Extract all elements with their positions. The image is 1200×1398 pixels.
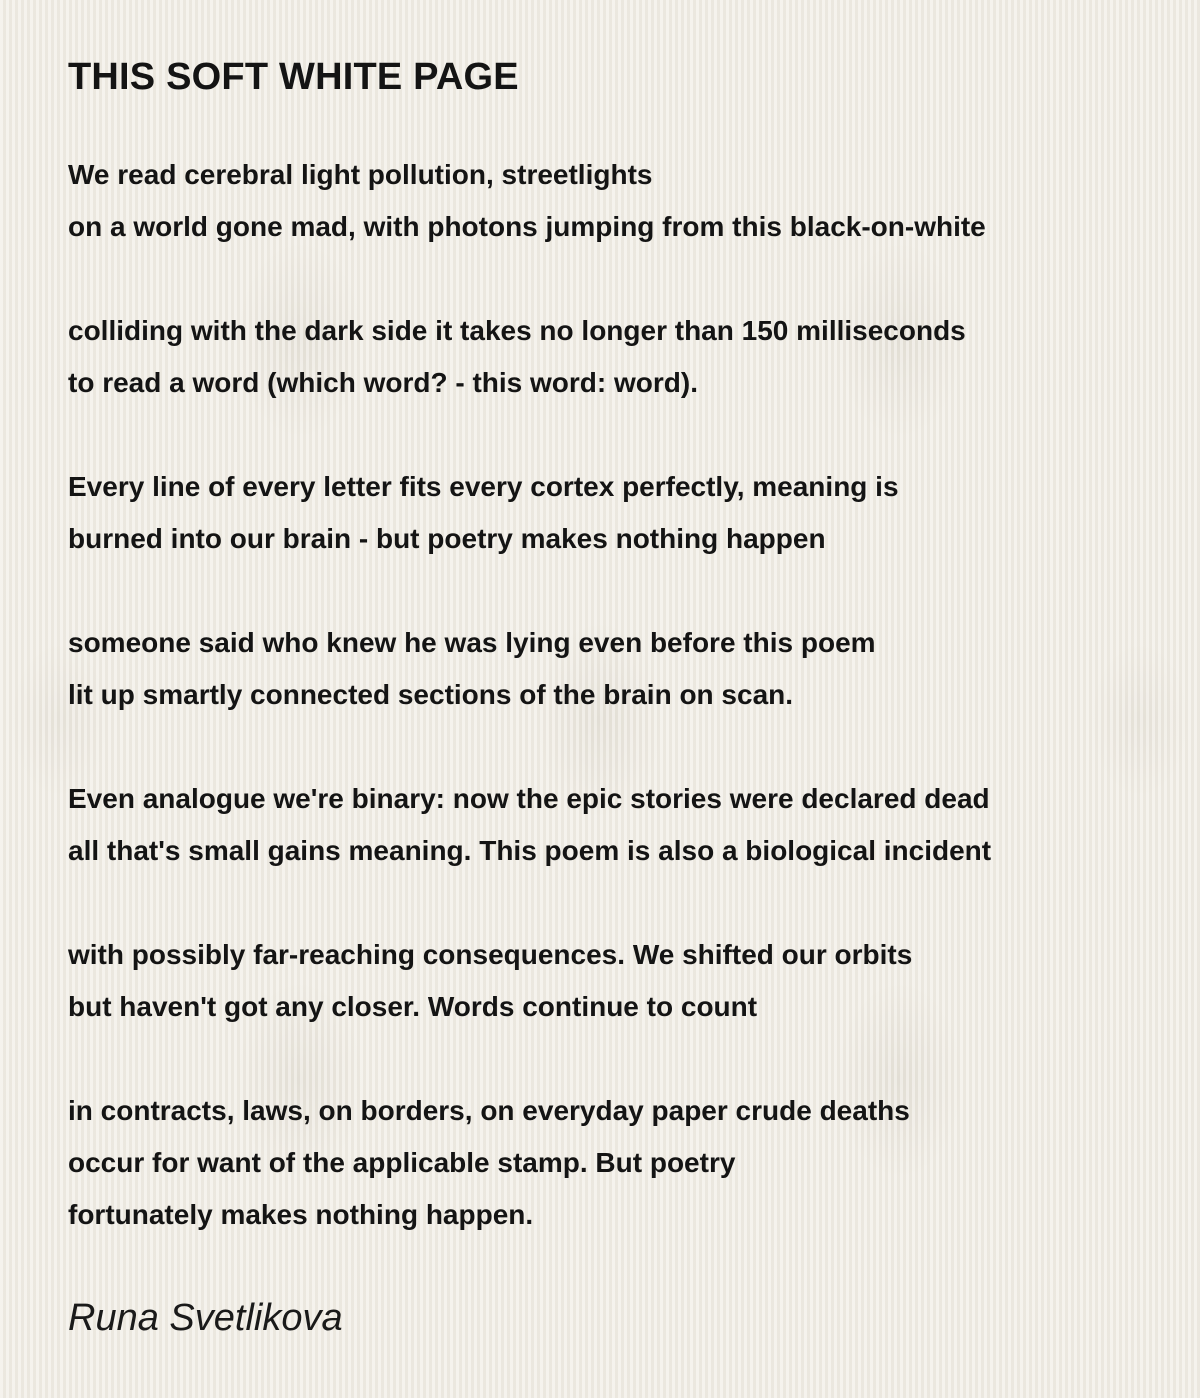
poem-line: lit up smartly connected sections of the brain on scan. — [68, 679, 794, 710]
poem-line: burned into our brain - but poetry makes nothing happen — [68, 523, 826, 554]
stanza — [68, 929, 1168, 1033]
poem-line: with possibly far-reaching consequences. We shifted our orbits — [68, 939, 913, 970]
poem-line: fortunately makes nothing happen. — [68, 1199, 534, 1230]
poem-line: Even analogue we're binary: now the epic stories were declared dead — [68, 783, 990, 814]
poem-line: colliding with the dark side it takes no longer than 150 milliseconds — [68, 315, 966, 346]
poem-author: Runa Svetlikova — [68, 1297, 343, 1339]
poem-line: but haven't got any closer. Words continue to count — [68, 991, 758, 1022]
poem-line: on a world gone mad, with photons jumping from this black-on-white — [68, 211, 986, 242]
poem-line: Every line of every letter fits every cortex perfectly, meaning is — [68, 471, 899, 502]
poem-line: someone said who knew he was lying even before this poem — [68, 627, 876, 658]
poem-line: occur for want of the applicable stamp. But poetry — [68, 1147, 736, 1178]
stanza — [68, 305, 1168, 409]
stanza — [68, 617, 1168, 721]
poem-title: THIS SOFT WHITE PAGE — [68, 56, 519, 98]
poem-body — [68, 149, 1168, 1241]
stanza — [68, 461, 1168, 565]
poem-line: We read cerebral light pollution, streetlights — [68, 159, 653, 190]
poem-page — [68, 52, 1168, 1343]
poem-line: in contracts, laws, on borders, on everyday paper crude deaths — [68, 1095, 910, 1126]
poem-line: to read a word (which word? - this word: word). — [68, 367, 698, 398]
stanza — [68, 1085, 1168, 1241]
stanza — [68, 773, 1168, 877]
poem-line: all that's small gains meaning. This poem is also a biological incident — [68, 835, 992, 866]
stanza — [68, 149, 1168, 253]
